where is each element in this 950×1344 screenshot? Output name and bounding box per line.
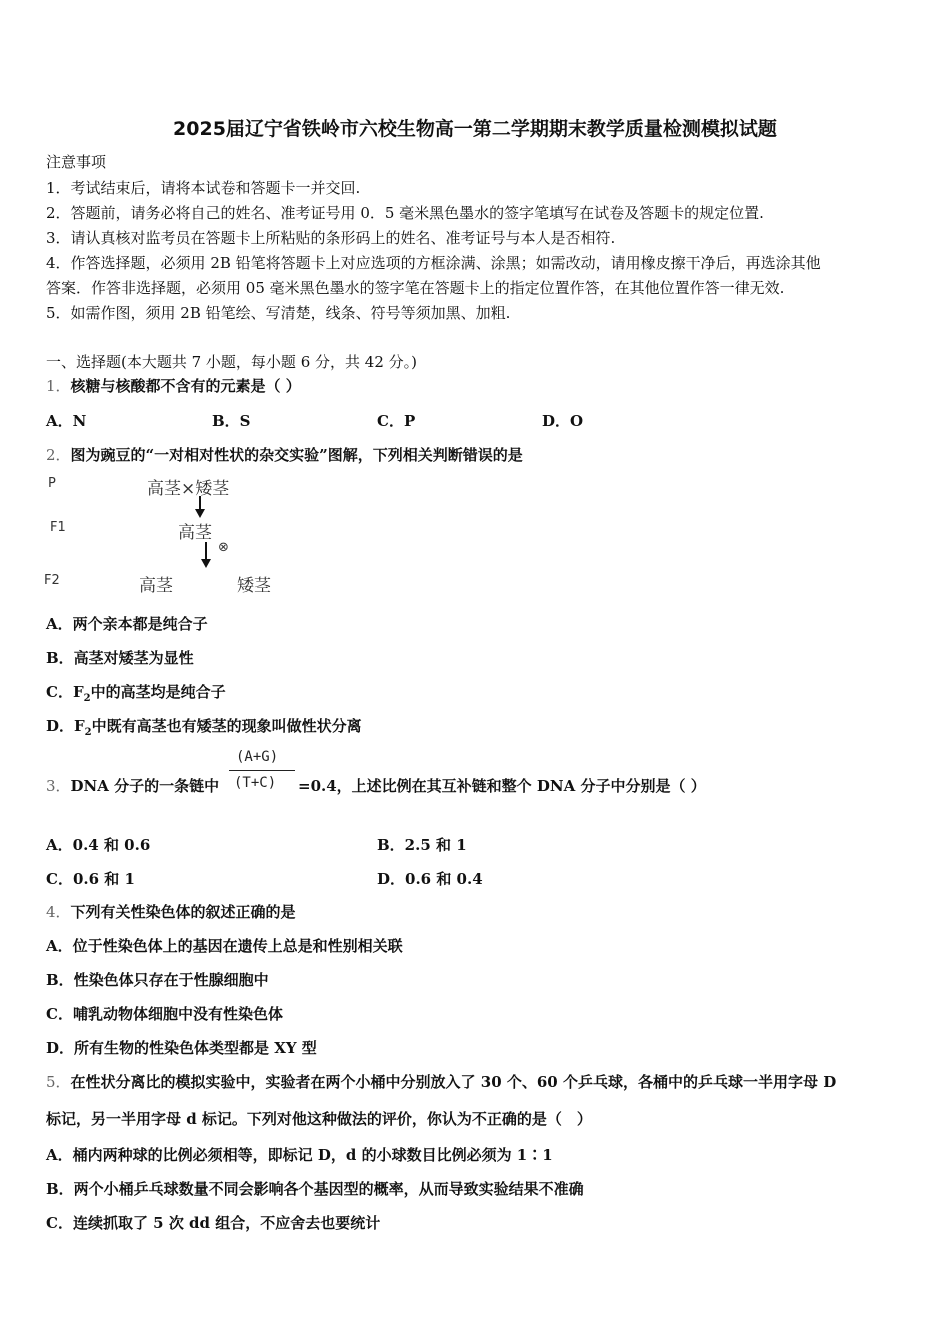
selfing-arrow-icon [198, 542, 214, 570]
option-c: C．0.6 和 1 [46, 870, 135, 888]
question-number: 4． [46, 903, 71, 921]
notice-item: 1．考试结束后，请将本试卷和答题卡一并交回. [46, 179, 361, 197]
option-a: A．两个亲本都是纯合子 [46, 615, 208, 633]
option-c: C．P [377, 412, 416, 430]
selfing-symbol-icon: ⊗ [218, 540, 229, 555]
f2-tall: 高茎 [139, 576, 173, 596]
generation-label-p: P [48, 476, 56, 491]
question-1 [46, 377, 301, 395]
question-number: 5． [46, 1073, 71, 1091]
question-4 [46, 903, 296, 921]
option-b: B．2.5 和 1 [377, 836, 467, 854]
option-c: C．哺乳动物体细胞中没有性染色体 [46, 1005, 283, 1023]
section-heading: 一、选择题(本大题共 7 小题，每小题 6 分，共 42 分。) [46, 353, 417, 371]
question-2 [46, 446, 523, 464]
option-d: D．所有生物的性染色体类型都是 XY 型 [46, 1039, 317, 1057]
fraction-numerator: (A+G) [236, 749, 279, 765]
notice-item: 3．请认真核对监考员在答题卡上所粘贴的条形码上的姓名、准考证号与本人是否相符. [46, 229, 616, 247]
f2-short: 矮茎 [237, 576, 271, 596]
question-stem: 在性状分离比的模拟实验中，实验者在两个小桶中分别放入了 30 个、60 个乒乓球，各桶中的乒乓球一半用字母 D [70, 1073, 837, 1091]
option-b: B．高茎对矮茎为显性 [46, 649, 194, 667]
question-5 [46, 1073, 836, 1091]
notice-item: 2．答题前，请务必将自己的姓名、准考证号用 0．5 毫米黑色墨水的签字笔填写在试卷及答题卡的规定位置. [46, 204, 764, 222]
question-3-pre [46, 777, 219, 795]
option-d: D．O [542, 412, 584, 430]
generation-label-f2: F2 [44, 573, 60, 588]
parent-cross-text: 高茎×矮茎 [147, 479, 230, 499]
question-number: 3． [46, 777, 71, 795]
notice-item: 4．作答选择题，必须用 2B 铅笔将答题卡上对应选项的方框涂满、涂黑；如需改动，请用橡皮擦干净后，再选涂其他 [46, 254, 821, 272]
generation-label-f1: F1 [50, 520, 66, 535]
option-a: A．桶内两种球的比例必须相等，即标记 D，d 的小球数目比例必须为 1∶1 [46, 1146, 553, 1164]
notice-heading: 注意事项 [46, 153, 107, 171]
option-b: B．两个小桶乒乓球数量不同会影响各个基因型的概率，从而导致实验结果不准确 [46, 1180, 584, 1198]
fraction-denominator: (T+C) [234, 775, 277, 791]
option-a: A．N [46, 412, 87, 430]
cross-arrow-icon [192, 496, 208, 520]
option-d: D．0.6 和 0.4 [377, 870, 483, 888]
option-a: A．0.4 和 0.6 [46, 836, 151, 854]
page-title: 2025届辽宁省铁岭市六校生物高一第二学期期末教学质量检测模拟试题 [173, 118, 777, 140]
option-b: B．性染色体只存在于性腺细胞中 [46, 971, 269, 989]
question-number: 1． [46, 377, 71, 395]
fraction-bar [229, 770, 295, 771]
option-c: C．$F_2$中的高茎均是纯合子 [46, 683, 226, 704]
question-number: 2． [46, 446, 71, 464]
notice-item: 5．如需作图，须用 2B 铅笔绘、写清楚，线条、符号等须加黑、加粗. [46, 304, 511, 322]
notice-item: 答案．作答非选择题，必须用 05 毫米黑色墨水的签字笔在答题卡上的指定位置作答，在其他位置作答一律无效. [46, 279, 785, 297]
question-stem: 图为豌豆的“一对相对性状的杂交实验”图解，下列相关判断错误的是 [70, 446, 523, 464]
question-stem: 下列有关性染色体的叙述正确的是 [70, 903, 296, 921]
option-c: C．连续抓取了 5 次 dd 组合，不应舍去也要统计 [46, 1214, 381, 1232]
question-3-post: =0.4，上述比例在其互补链和整个 DNA 分子中分别是（ ） [298, 777, 706, 795]
option-d: D．$F_2$中既有高茎也有矮茎的现象叫做性状分离 [46, 717, 362, 738]
f1-phenotype: 高茎 [178, 523, 212, 543]
question-stem-continued: 标记，另一半用字母 d 标记。下列对他这种做法的评价，你认为不正确的是（ ） [46, 1110, 592, 1128]
option-b: B．S [212, 412, 251, 430]
question-stem: 核糖与核酸都不含有的元素是（ ） [70, 377, 301, 395]
option-a: A．位于性染色体上的基因在遗传上总是和性别相关联 [46, 937, 403, 955]
question-stem: DNA 分子的一条链中 [70, 777, 220, 795]
